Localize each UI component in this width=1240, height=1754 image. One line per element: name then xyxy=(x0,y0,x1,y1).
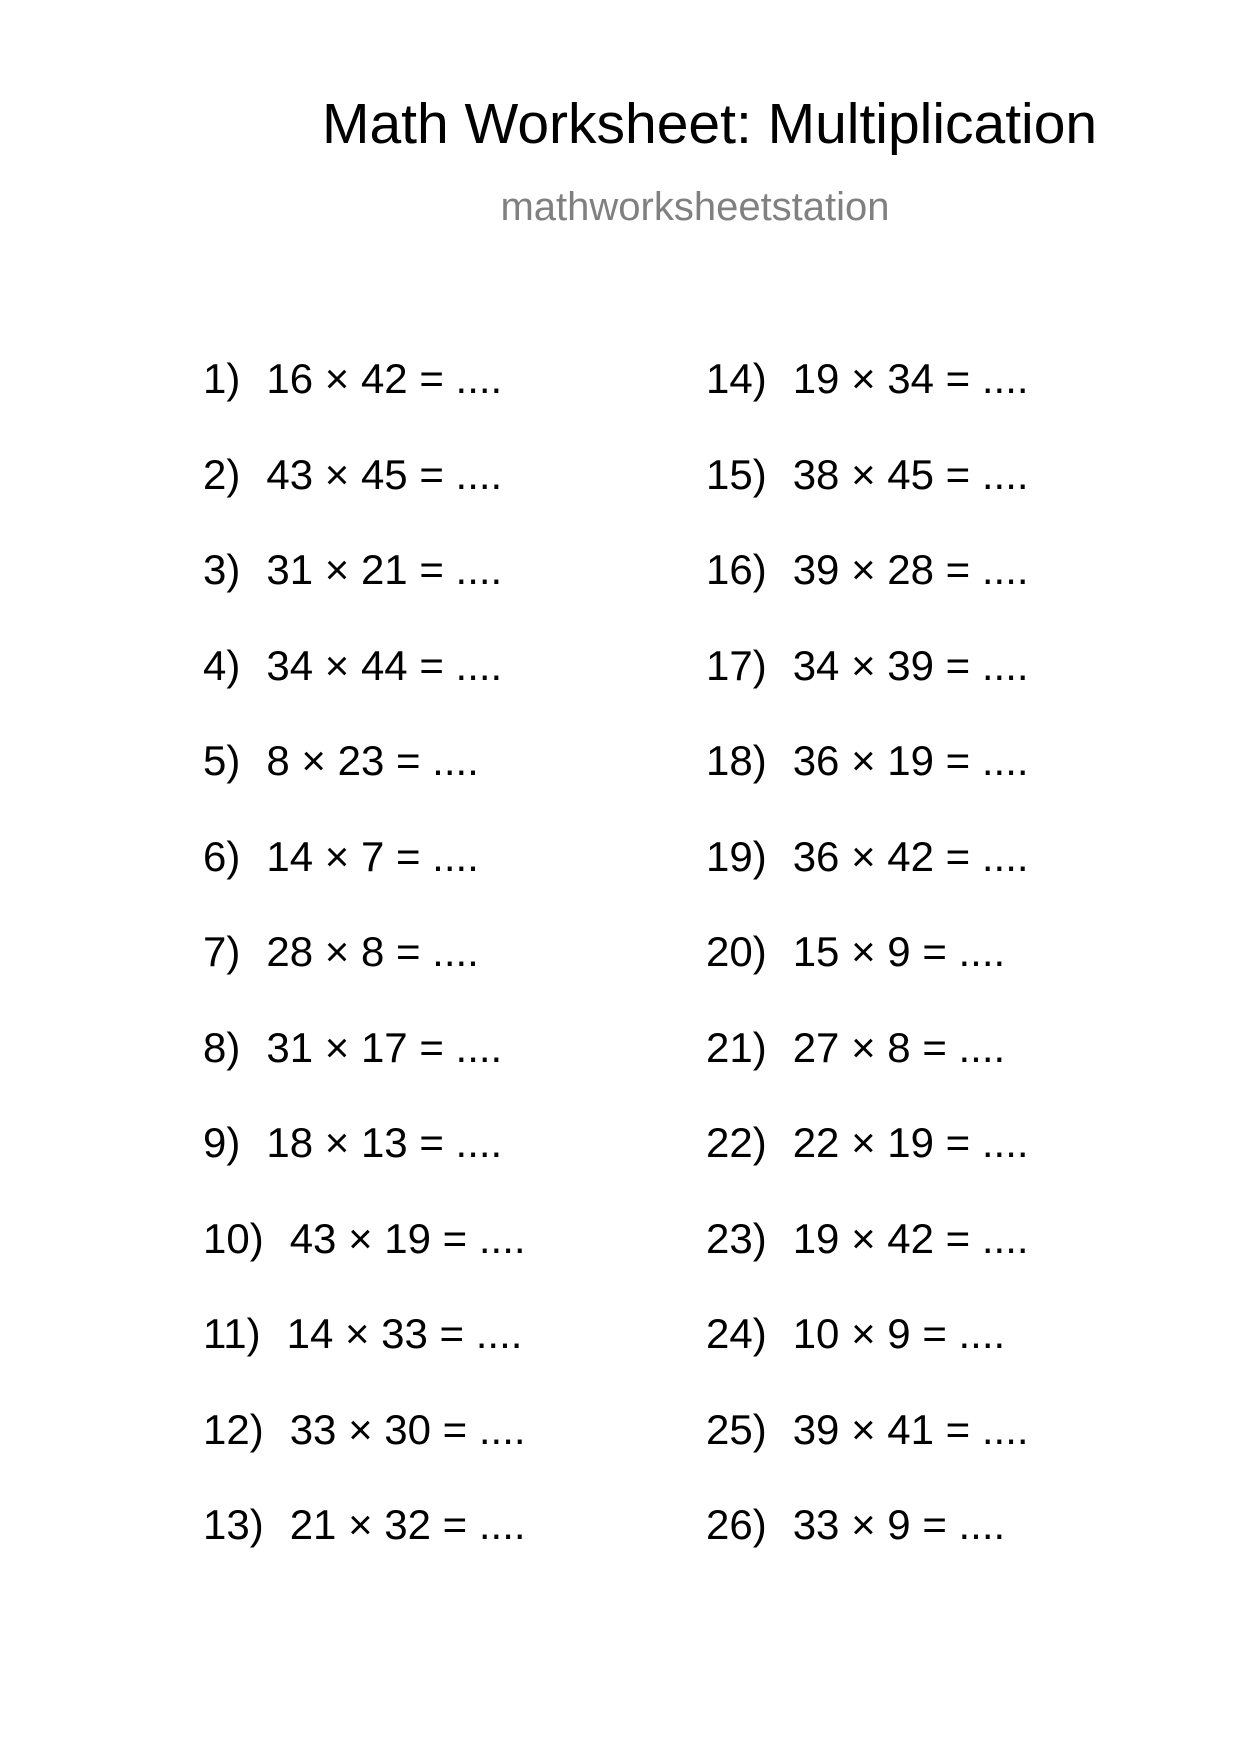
problem-item xyxy=(706,1214,1029,1314)
problem-item xyxy=(706,546,1029,645)
problem-number: 23) xyxy=(706,1214,767,1262)
problem-item xyxy=(203,1214,526,1314)
problem-number: 24) xyxy=(706,1310,767,1357)
problem-expression: 22 × 19 = .... xyxy=(792,1119,1029,1166)
problem-expression: 34 × 44 = .... xyxy=(266,641,503,689)
problem-item xyxy=(203,355,526,454)
problem-item xyxy=(203,450,526,550)
problem-item xyxy=(203,1310,526,1409)
problem-expression: 33 × 30 = .... xyxy=(289,1405,526,1453)
problem-number: 7) xyxy=(203,928,241,975)
problem-number: 20) xyxy=(706,928,767,975)
problem-expression: 18 × 13 = .... xyxy=(266,1119,503,1166)
problem-number: 11) xyxy=(203,1310,261,1357)
problem-number: 25) xyxy=(706,1405,767,1453)
problem-item xyxy=(203,832,526,932)
problem-number: 18) xyxy=(706,737,767,784)
problem-item xyxy=(706,450,1029,550)
problem-number: 3) xyxy=(203,546,241,593)
problem-item xyxy=(203,1023,526,1123)
problem-number: 8) xyxy=(203,1023,241,1071)
problem-expression: 19 × 42 = .... xyxy=(792,1214,1029,1262)
problem-number: 9) xyxy=(203,1119,241,1166)
problem-number: 19) xyxy=(706,832,767,880)
problem-expression: 39 × 28 = .... xyxy=(792,546,1029,593)
problem-expression: 31 × 17 = .... xyxy=(266,1023,503,1071)
problem-item xyxy=(706,641,1029,741)
worksheet-title: Math Worksheet: Multiplication xyxy=(322,92,1098,156)
problem-item xyxy=(706,355,1029,454)
problem-item xyxy=(706,1405,1029,1505)
problem-number: 2) xyxy=(203,450,241,498)
problem-number: 5) xyxy=(203,737,241,784)
problem-item xyxy=(203,641,526,741)
problem-item xyxy=(203,1405,526,1505)
problem-expression: 33 × 9 = .... xyxy=(792,1501,1006,1548)
problem-number: 21) xyxy=(706,1023,767,1071)
problem-item xyxy=(706,928,1029,1027)
problem-expression: 36 × 42 = .... xyxy=(792,832,1029,880)
worksheet-subtitle: mathworksheetstation xyxy=(500,185,890,229)
problem-expression: 43 × 45 = .... xyxy=(266,450,503,498)
problem-expression: 31 × 21 = .... xyxy=(266,546,503,593)
problem-expression: 19 × 34 = .... xyxy=(792,355,1029,402)
problem-expression: 8 × 23 = .... xyxy=(266,737,479,784)
problem-expression: 10 × 9 = .... xyxy=(792,1310,1006,1357)
problem-number: 26) xyxy=(706,1501,767,1548)
problem-expression: 15 × 9 = .... xyxy=(792,928,1006,975)
problem-expression: 43 × 19 = .... xyxy=(289,1214,526,1262)
problem-expression: 14 × 33 = .... xyxy=(286,1310,523,1357)
problem-item xyxy=(203,1119,526,1218)
problem-item xyxy=(706,1119,1029,1218)
problem-expression: 36 × 19 = .... xyxy=(792,737,1029,784)
problem-expression: 34 × 39 = .... xyxy=(792,641,1029,689)
problem-expression: 14 × 7 = .... xyxy=(266,832,479,880)
problem-item xyxy=(706,832,1029,932)
problem-expression: 21 × 32 = .... xyxy=(289,1501,526,1548)
problem-number: 10) xyxy=(203,1214,264,1262)
problem-expression: 28 × 8 = .... xyxy=(266,928,479,975)
problem-item xyxy=(706,1023,1029,1123)
problem-expression: 16 × 42 = .... xyxy=(266,355,503,402)
problem-expression: 38 × 45 = .... xyxy=(792,450,1029,498)
problems-column-left xyxy=(203,355,526,1600)
problems-column-right xyxy=(706,355,1029,1600)
problem-number: 14) xyxy=(706,355,767,402)
problem-number: 4) xyxy=(203,641,241,689)
problem-number: 16) xyxy=(706,546,767,593)
problem-item xyxy=(203,928,526,1027)
problem-number: 1) xyxy=(203,355,241,402)
problem-item xyxy=(203,737,526,836)
problem-item xyxy=(706,1310,1029,1409)
problem-item xyxy=(203,546,526,645)
problem-number: 13) xyxy=(203,1501,264,1548)
problem-number: 22) xyxy=(706,1119,767,1166)
problem-number: 17) xyxy=(706,641,767,689)
problem-number: 6) xyxy=(203,832,241,880)
problem-item xyxy=(203,1501,526,1600)
problem-expression: 39 × 41 = .... xyxy=(792,1405,1029,1453)
problem-number: 12) xyxy=(203,1405,264,1453)
problem-item xyxy=(706,737,1029,836)
problem-item xyxy=(706,1501,1029,1600)
problem-expression: 27 × 8 = .... xyxy=(792,1023,1006,1071)
problem-number: 15) xyxy=(706,450,767,498)
